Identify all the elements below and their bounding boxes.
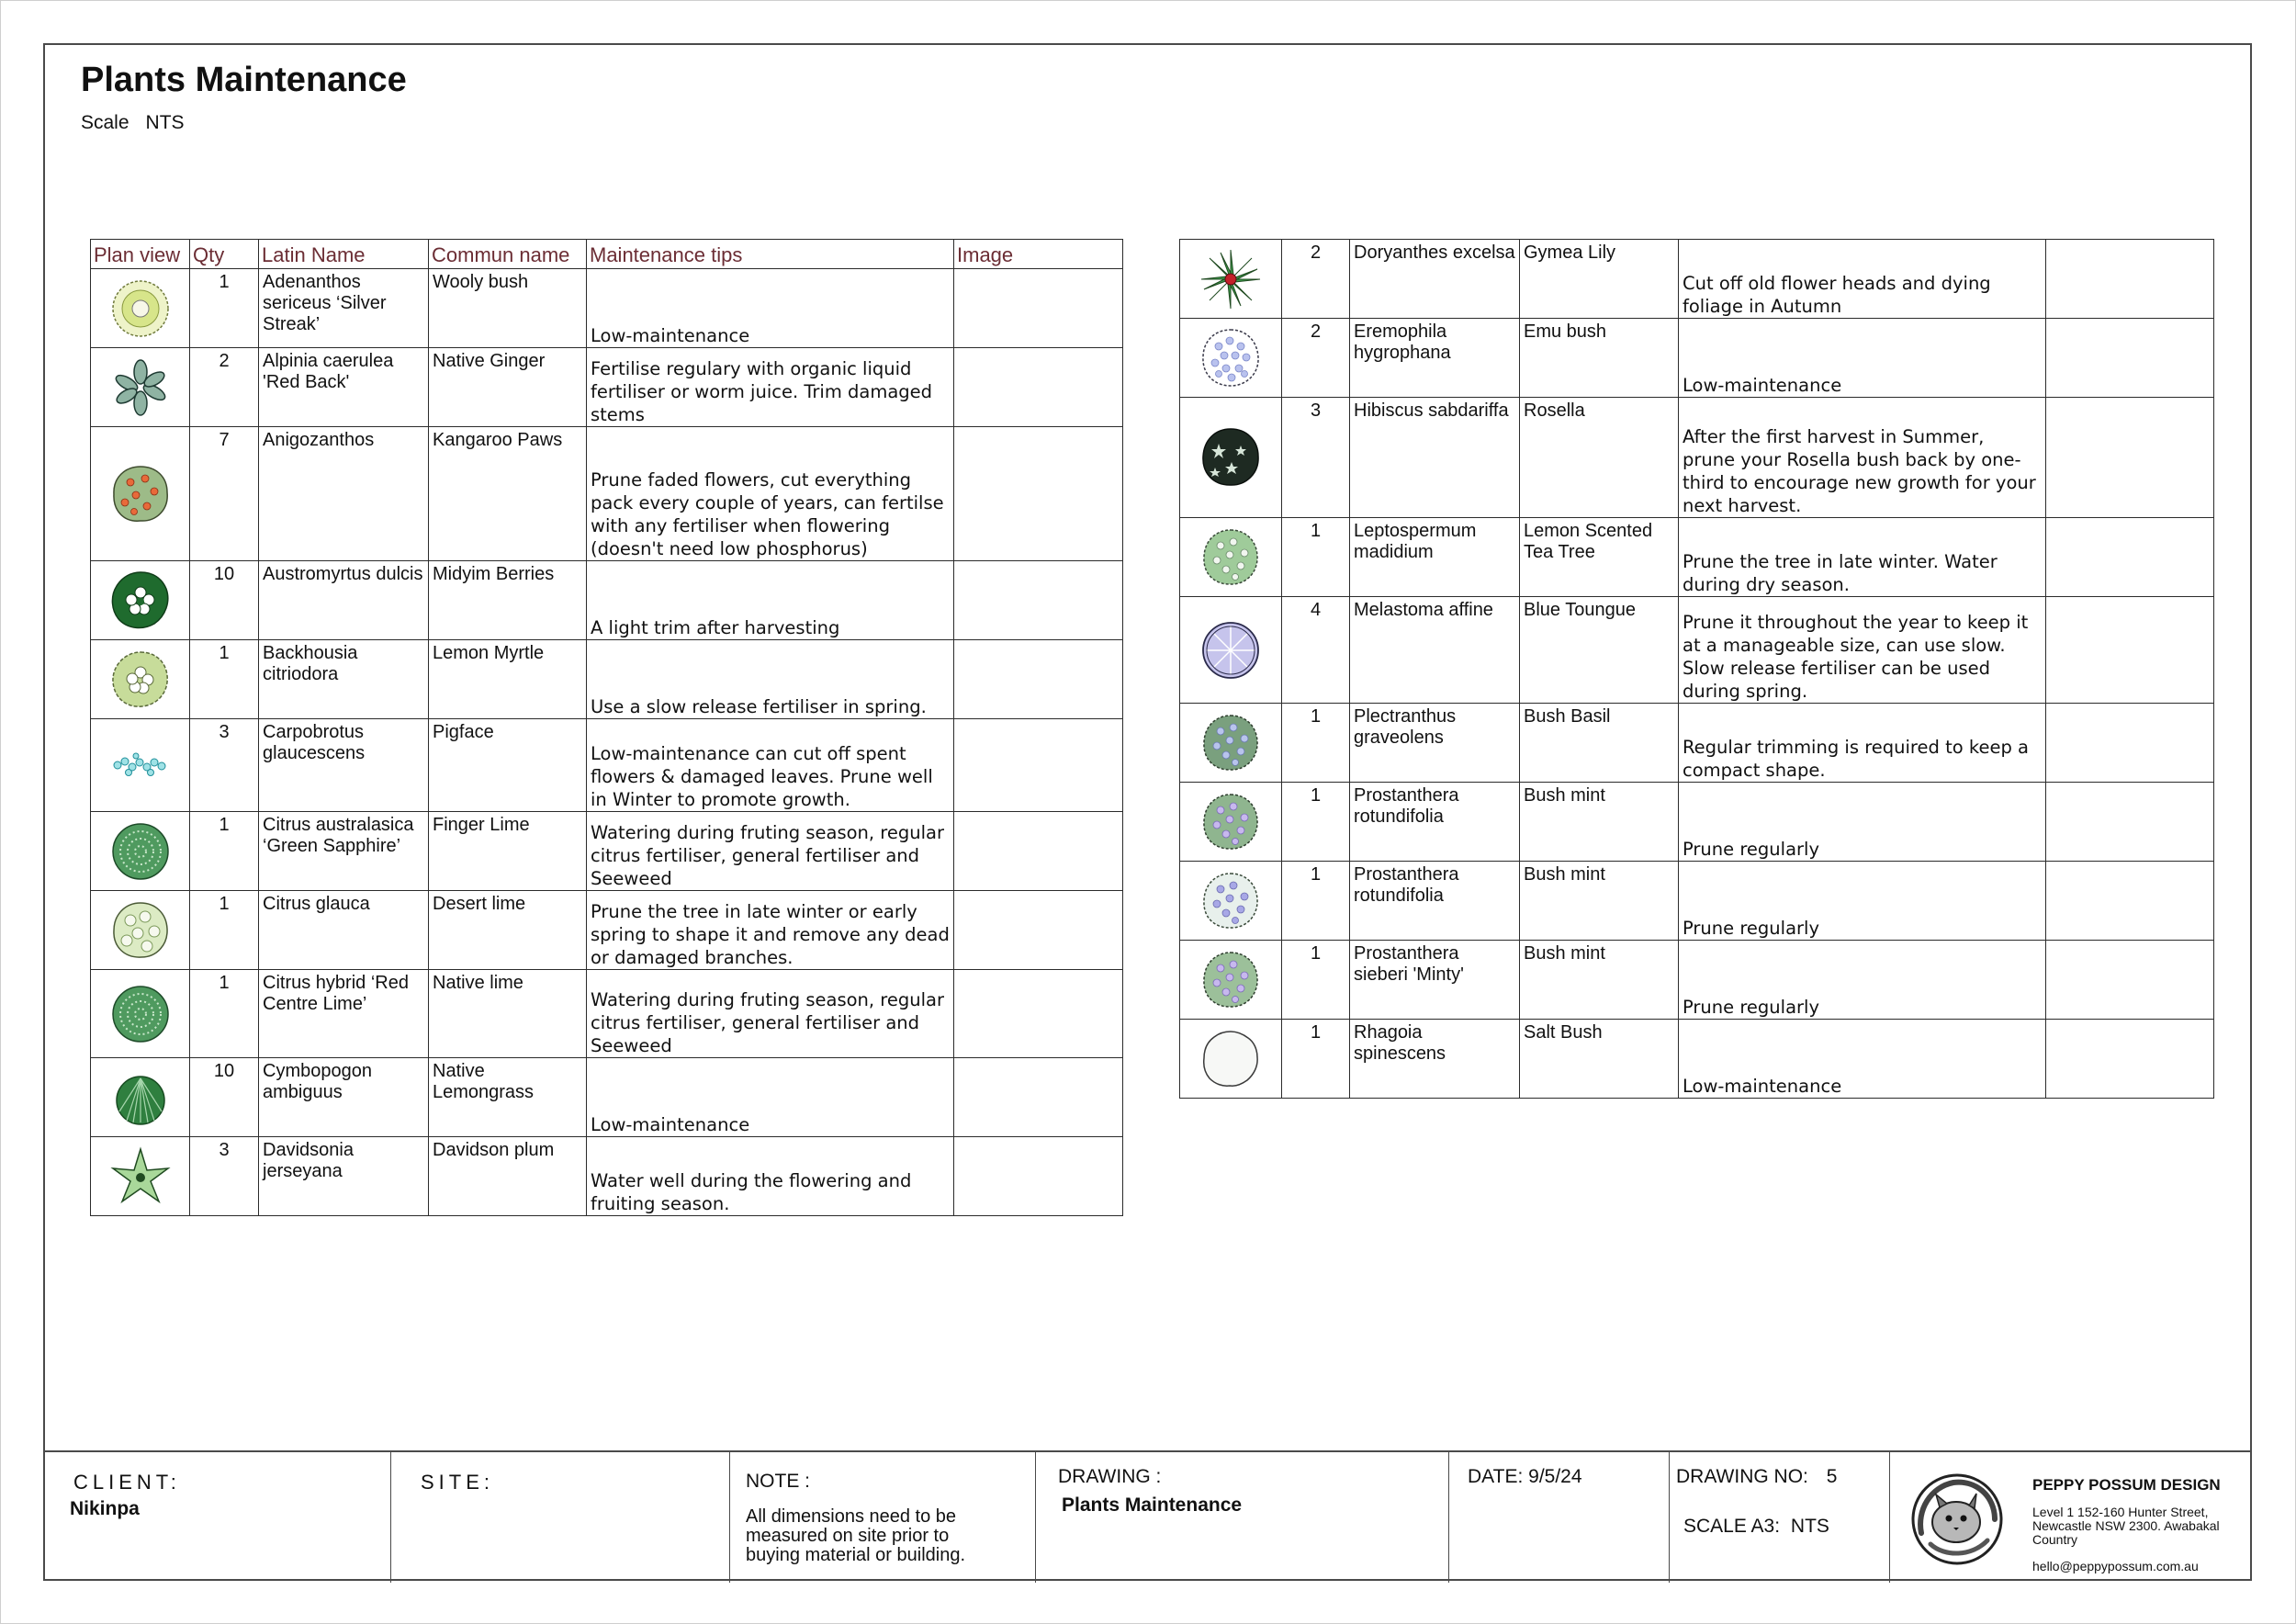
- common-name-cell: Emu bush: [1520, 319, 1679, 398]
- dark-green-flower-symbol: [108, 569, 173, 633]
- qty-cell: 2: [190, 348, 259, 427]
- plan-symbol-cell: [1180, 597, 1282, 704]
- plan-symbol-cell: [1180, 704, 1282, 783]
- plant-image-cell: [954, 561, 1123, 640]
- pale-purple-dotted-symbol: [1199, 869, 1263, 933]
- col-qty: Qty: [190, 240, 259, 269]
- scale-label: Scale: [81, 112, 129, 133]
- table-row: [1180, 783, 2214, 862]
- common-name-cell: Finger Lime: [429, 812, 587, 891]
- common-name-cell: Bush mint: [1520, 783, 1679, 862]
- plan-symbol-cell: [91, 1058, 190, 1137]
- site-label: SITE:: [421, 1471, 495, 1494]
- qty-cell: 1: [1282, 518, 1350, 597]
- maintenance-tip-cell: Prune regularly: [1679, 783, 2046, 862]
- date-value: 9/5/24: [1528, 1466, 1582, 1487]
- plant-image-cell: [954, 348, 1123, 427]
- light-green-flower-symbol: [108, 648, 173, 712]
- green-purple-dotted-symbol: [1199, 790, 1263, 854]
- note-cell: [730, 1452, 1036, 1583]
- plant-image-cell: [2046, 240, 2214, 319]
- company-email: hello@peppypossum.com.au: [2032, 1559, 2199, 1573]
- plant-image-cell: [954, 269, 1123, 348]
- maintenance-tip-cell: Fertilise regulary with organic liquid fertiliser or worm juice. Trim damaged stems: [587, 348, 954, 427]
- common-name-cell: Wooly bush: [429, 269, 587, 348]
- green-dotted-shrub-symbol: [1199, 525, 1263, 590]
- table-row: [91, 269, 1123, 348]
- table-row: [91, 1137, 1123, 1216]
- maintenance-tip-cell: Prune it throughout the year to keep it at a manageable size, can use slow. Slow release fertiliser can be used during spring.: [1679, 597, 2046, 704]
- plant-image-cell: [954, 640, 1123, 719]
- latin-name-cell: Carpobrotus glaucescens: [259, 719, 429, 812]
- table-row: [1180, 1020, 2214, 1099]
- qty-cell: 1: [1282, 941, 1350, 1020]
- maintenance-tip-cell: Prune faded flowers, cut everything pack every couple of years, can fertilse with any fertiliser when flowering (doesn't need low phosphorus): [587, 427, 954, 561]
- maintenance-tip-cell: Regular trimming is required to keep a compact shape.: [1679, 704, 2046, 783]
- company-address: Level 1 152-160 Hunter Street, Newcastle NSW 2300. Awabakal Country: [2032, 1505, 2220, 1547]
- qty-cell: 1: [190, 970, 259, 1058]
- latin-name-cell: Austromyrtus dulcis: [259, 561, 429, 640]
- col-plan-view: Plan view: [91, 240, 190, 269]
- table-row: [91, 1058, 1123, 1137]
- maintenance-tip-cell: Prune regularly: [1679, 941, 2046, 1020]
- scale-note: [81, 112, 185, 134]
- qty-cell: 4: [1282, 597, 1350, 704]
- latin-name-cell: Citrus hybrid ‘Red Centre Lime’: [259, 970, 429, 1058]
- spiky-yellow-green-shrub-symbol: [108, 276, 173, 341]
- qty-cell: 1: [190, 640, 259, 719]
- qty-cell: 1: [1282, 862, 1350, 941]
- lilac-segmented-symbol: [1199, 618, 1263, 682]
- table-row: [91, 891, 1123, 970]
- plan-symbol-cell: [1180, 240, 1282, 319]
- qty-cell: 1: [1282, 783, 1350, 862]
- common-name-cell: Kangaroo Paws: [429, 427, 587, 561]
- latin-name-cell: Prostanthera rotundifolia: [1350, 862, 1520, 941]
- common-name-cell: Desert lime: [429, 891, 587, 970]
- plan-symbol-cell: [91, 427, 190, 561]
- plant-image-cell: [2046, 783, 2214, 862]
- latin-name-cell: Plectranthus graveolens: [1350, 704, 1520, 783]
- plan-symbol-cell: [91, 348, 190, 427]
- table-row: [1180, 862, 2214, 941]
- common-name-cell: Bush Basil: [1520, 704, 1679, 783]
- plan-symbol-cell: [1180, 398, 1282, 518]
- maintenance-tip-cell: Water well during the flowering and fruiting season.: [587, 1137, 954, 1216]
- maintenance-tip-cell: Low-maintenance can cut off spent flowers & damaged leaves. Prune well in Winter to promote growth.: [587, 719, 954, 812]
- plant-image-cell: [2046, 597, 2214, 704]
- maintenance-tip-cell: Watering during fruting season, regular citrus fertiliser, general fertiliser and Seeweed: [587, 970, 954, 1058]
- pale-green-tree-symbol: [108, 898, 173, 963]
- table-row: [1180, 704, 2214, 783]
- qty-cell: 1: [1282, 704, 1350, 783]
- green-star-leaf-symbol: [108, 1145, 173, 1209]
- plant-image-cell: [954, 427, 1123, 561]
- plant-image-cell: [2046, 862, 2214, 941]
- plant-table-right: [1179, 239, 2214, 1099]
- green-dotted-tree-symbol: [108, 982, 173, 1046]
- green-dotted-tree-symbol: [108, 819, 173, 884]
- latin-name-cell: Citrus glauca: [259, 891, 429, 970]
- title-block: [43, 1450, 2252, 1583]
- latin-name-cell: Cymbopogon ambiguus: [259, 1058, 429, 1137]
- latin-name-cell: Prostanthera rotundifolia: [1350, 783, 1520, 862]
- plan-symbol-cell: [1180, 941, 1282, 1020]
- qty-cell: 10: [190, 561, 259, 640]
- qty-cell: 2: [1282, 319, 1350, 398]
- plan-symbol-cell: [1180, 1020, 1282, 1099]
- scale-value: NTS: [145, 112, 185, 133]
- blue-dotted-shrub-symbol: [1199, 326, 1263, 390]
- col-common-name: Commun name: [429, 240, 587, 269]
- green-orange-dot-symbol: [108, 462, 173, 526]
- common-name-cell: Native Ginger: [429, 348, 587, 427]
- common-name-cell: Native Lemongrass: [429, 1058, 587, 1137]
- latin-name-cell: Eremophila hygrophana: [1350, 319, 1520, 398]
- scale-a3-value: NTS: [1790, 1516, 1829, 1537]
- table-header-row: [91, 240, 1123, 269]
- maintenance-tip-cell: After the first harvest in Summer, prune your Rosella bush back by one-third to encourage new growth for your next harvest.: [1679, 398, 2046, 518]
- maintenance-tip-cell: Low-maintenance: [587, 1058, 954, 1137]
- plan-symbol-cell: [91, 719, 190, 812]
- latin-name-cell: Anigozanthos: [259, 427, 429, 561]
- plan-symbol-cell: [91, 640, 190, 719]
- dark-starry-shrub-symbol: [1199, 425, 1263, 490]
- plant-image-cell: [954, 891, 1123, 970]
- latin-name-cell: Citrus australasica ‘Green Sapphire’: [259, 812, 429, 891]
- site-cell: [391, 1452, 730, 1583]
- qty-cell: 3: [190, 1137, 259, 1216]
- client-value: Nikinpa: [70, 1498, 140, 1519]
- plan-symbol-cell: [91, 561, 190, 640]
- plan-symbol-cell: [91, 812, 190, 891]
- qty-cell: 1: [190, 891, 259, 970]
- qty-cell: 10: [190, 1058, 259, 1137]
- leafy-green-star-symbol: [108, 355, 173, 420]
- page-title: Plants Maintenance: [81, 61, 407, 99]
- table-row: [1180, 941, 2214, 1020]
- drawing-no-value: 5: [1826, 1466, 1838, 1487]
- table-row: [1180, 319, 2214, 398]
- plan-symbol-cell: [91, 891, 190, 970]
- green-purple-dotted-symbol: [1199, 948, 1263, 1012]
- qty-cell: 3: [1282, 398, 1350, 518]
- date-field: [1468, 1466, 1582, 1488]
- qty-cell: 3: [190, 719, 259, 812]
- maintenance-tip-cell: A light trim after harvesting: [587, 561, 954, 640]
- plan-symbol-cell: [1180, 518, 1282, 597]
- grey-green-dotted-symbol: [1199, 711, 1263, 775]
- table-row: [91, 719, 1123, 812]
- latin-name-cell: Davidsonia jerseyana: [259, 1137, 429, 1216]
- common-name-cell: Rosella: [1520, 398, 1679, 518]
- table-row: [1180, 597, 2214, 704]
- maintenance-tip-cell: Cut off old flower heads and dying foliage in Autumn: [1679, 240, 2046, 319]
- maintenance-tip-cell: Use a slow release fertiliser in spring.: [587, 640, 954, 719]
- latin-name-cell: Rhagoia spinescens: [1350, 1020, 1520, 1099]
- teal-groundcover-symbol: [108, 747, 173, 784]
- common-name-cell: Lemon Myrtle: [429, 640, 587, 719]
- qty-cell: 2: [1282, 240, 1350, 319]
- col-image: Image: [954, 240, 1123, 269]
- company-name: PEPPY POSSUM DESIGN: [2032, 1476, 2221, 1494]
- plan-symbol-cell: [91, 269, 190, 348]
- plan-symbol-cell: [91, 1137, 190, 1216]
- company-cell: [1890, 1452, 2252, 1583]
- latin-name-cell: Adenanthos sericeus ‘Silver Streak’: [259, 269, 429, 348]
- possum-logo-icon: [1903, 1469, 2011, 1570]
- drawing-no-field: [1676, 1466, 1837, 1488]
- plant-image-cell: [2046, 704, 2214, 783]
- latin-name-cell: Leptospermum madidium: [1350, 518, 1520, 597]
- qty-cell: 1: [190, 812, 259, 891]
- plant-image-cell: [954, 1137, 1123, 1216]
- maintenance-tip-cell: Prune the tree in late winter. Water during dry season.: [1679, 518, 2046, 597]
- qty-cell: 1: [1282, 1020, 1350, 1099]
- scale-a3-field: [1683, 1516, 1829, 1538]
- latin-name-cell: Backhousia citriodora: [259, 640, 429, 719]
- plant-image-cell: [954, 970, 1123, 1058]
- white-outline-shrub-symbol: [1199, 1027, 1263, 1091]
- maintenance-tip-cell: Low-maintenance: [1679, 319, 2046, 398]
- plan-symbol-cell: [1180, 319, 1282, 398]
- client-label: CLIENT:: [73, 1471, 181, 1494]
- client-cell: [43, 1452, 391, 1583]
- common-name-cell: Salt Bush: [1520, 1020, 1679, 1099]
- qty-cell: 7: [190, 427, 259, 561]
- table-row: [91, 561, 1123, 640]
- date-cell: [1449, 1452, 1670, 1583]
- latin-name-cell: Hibiscus sabdariffa: [1350, 398, 1520, 518]
- date-label: DATE:: [1468, 1466, 1524, 1487]
- plant-image-cell: [954, 1058, 1123, 1137]
- drawing-label: DRAWING :: [1058, 1466, 1162, 1487]
- table-row: [91, 348, 1123, 427]
- scale-a3-label: SCALE A3:: [1683, 1516, 1781, 1537]
- table-row: [91, 640, 1123, 719]
- common-name-cell: Gymea Lily: [1520, 240, 1679, 319]
- note-text: All dimensions need to be measured on site prior to buying material or building.: [746, 1506, 966, 1565]
- latin-name-cell: Melastoma affine: [1350, 597, 1520, 704]
- common-name-cell: Lemon Scented Tea Tree: [1520, 518, 1679, 597]
- common-name-cell: Bush mint: [1520, 862, 1679, 941]
- plant-image-cell: [2046, 1020, 2214, 1099]
- plant-image-cell: [2046, 518, 2214, 597]
- drawing-no-cell: [1670, 1452, 1890, 1583]
- table-row: [91, 970, 1123, 1058]
- plan-symbol-cell: [91, 970, 190, 1058]
- common-name-cell: Native lime: [429, 970, 587, 1058]
- common-name-cell: Midyim Berries: [429, 561, 587, 640]
- table-row: [1180, 398, 2214, 518]
- latin-name-cell: Prostanthera sieberi 'Minty': [1350, 941, 1520, 1020]
- plant-table-left: [90, 239, 1123, 1216]
- grass-tuft-symbol: [108, 1066, 173, 1130]
- plan-symbol-cell: [1180, 783, 1282, 862]
- drawing-value: Plants Maintenance: [1062, 1494, 1243, 1516]
- latin-name-cell: Alpinia caerulea 'Red Back': [259, 348, 429, 427]
- col-maintenance-tips: Maintenance tips: [587, 240, 954, 269]
- qty-cell: 1: [190, 269, 259, 348]
- table-row: [1180, 240, 2214, 319]
- plant-image-cell: [2046, 398, 2214, 518]
- plant-image-cell: [2046, 941, 2214, 1020]
- common-name-cell: Davidson plum: [429, 1137, 587, 1216]
- col-latin-name: Latin Name: [259, 240, 429, 269]
- maintenance-tip-cell: Low-maintenance: [1679, 1020, 2046, 1099]
- common-name-cell: Bush mint: [1520, 941, 1679, 1020]
- maintenance-tip-cell: Prune the tree in late winter or early spring to shape it and remove any dead or damaged branches.: [587, 891, 954, 970]
- plant-image-cell: [2046, 319, 2214, 398]
- table-row: [91, 812, 1123, 891]
- table-row: [91, 427, 1123, 561]
- maintenance-tip-cell: Prune regularly: [1679, 862, 2046, 941]
- plant-image-cell: [954, 812, 1123, 891]
- plant-image-cell: [954, 719, 1123, 812]
- maintenance-tip-cell: Watering during fruting season, regular citrus fertiliser, general fertiliser and Seeweed: [587, 812, 954, 891]
- common-name-cell: Blue Toungue: [1520, 597, 1679, 704]
- latin-name-cell: Doryanthes excelsa: [1350, 240, 1520, 319]
- table-row: [1180, 518, 2214, 597]
- common-name-cell: Pigface: [429, 719, 587, 812]
- maintenance-tip-cell: Low-maintenance: [587, 269, 954, 348]
- spiky-lily-symbol: [1199, 247, 1263, 311]
- drawing-cell: [1036, 1452, 1449, 1583]
- plan-symbol-cell: [1180, 862, 1282, 941]
- drawing-no-label: DRAWING NO:: [1676, 1466, 1808, 1487]
- note-label: NOTE :: [746, 1471, 811, 1492]
